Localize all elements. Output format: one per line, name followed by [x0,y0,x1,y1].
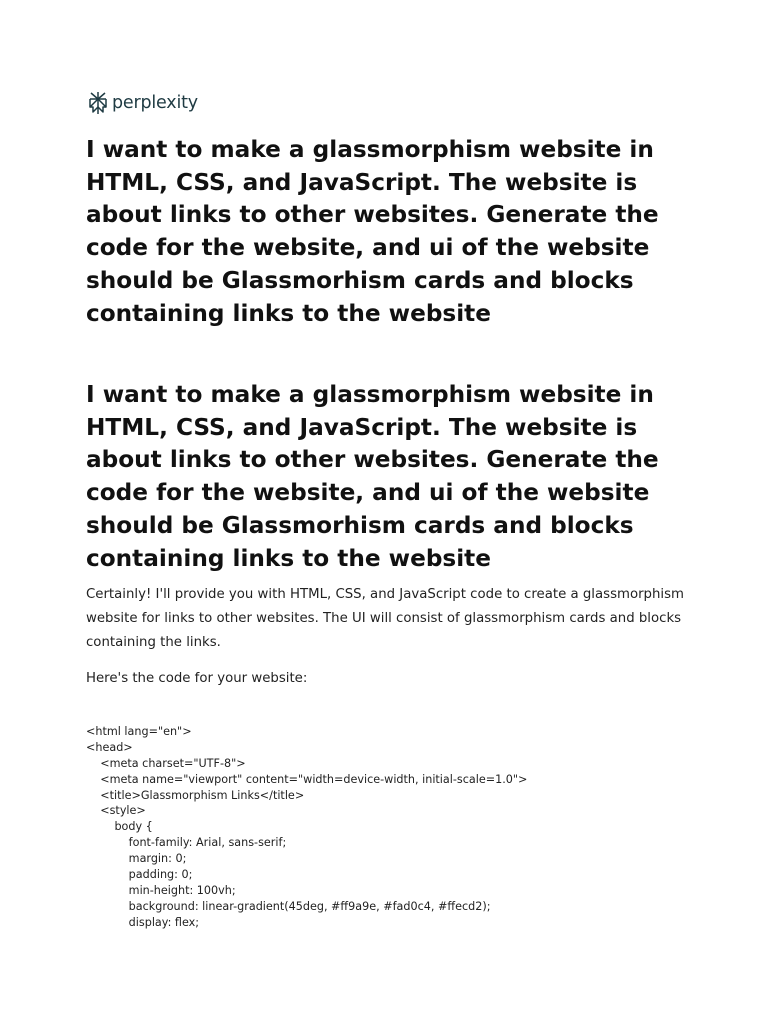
code-line: font-family: Arial, sans-serif; [86,836,287,850]
code-line: <html lang="en"> [86,725,192,738]
code-intro-paragraph: Here's the code for your website: [86,671,308,686]
code-line: <meta name="viewport" content="width=device-width, initial-scale=1.0"> [86,772,528,786]
question-heading: I want to make a glassmorphism website in HTML, CSS, and JavaScript. The website is about links to other websites. Generate the code for the website, and ui of the website should be Glassmorhism cards and blocks containing links to the website [86,136,659,327]
code-line: background: linear-gradient(45deg, #ff9a9e, #fad0c4, #ffecd2); [86,899,491,913]
code-line: <style> [86,804,146,818]
logo-text: perplexity [112,93,198,113]
question-heading-repeat: I want to make a glassmorphism website in HTML, CSS, and JavaScript. The website is about links to other websites. Generate the code for the website, and ui of the website should be Glassmorhism cards and blocks containing links to the website [86,381,659,572]
code-line: margin: 0; [86,852,187,866]
code-line: <title>Glassmorphism Links</title> [86,788,305,802]
perplexity-logo-icon [88,91,108,115]
answer-intro-paragraph: Certainly! I'll provide you with HTML, CSS, and JavaScript code to create a glassmorphism website for links to other websites. The UI will consist of glassmorphism cards and blocks containing the links. [86,587,684,650]
code-line: <head> [86,740,133,754]
code-block [86,724,527,931]
code-line: padding: 0; [86,868,193,882]
code-line: body { [86,820,153,834]
code-line: <meta charset="UTF-8"> [86,756,246,770]
perplexity-logo [88,88,198,118]
code-line: display: flex; [86,915,200,929]
code-line: min-height: 100vh; [86,883,236,897]
